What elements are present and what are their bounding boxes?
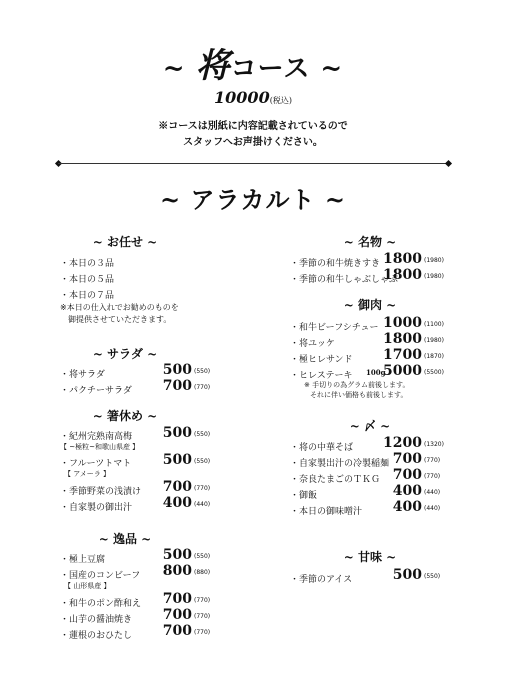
shime-item-tax: (770) [424, 473, 441, 480]
hashiyasume-item-name: ・自家製の御出汁 [60, 503, 133, 513]
section-title-ippin: ~ 逸品 ~ [98, 532, 152, 546]
oniku-item-price: 5000 [383, 363, 422, 379]
course-title [0, 38, 506, 87]
ippin-item-sub: 【 山形県産 】 [64, 582, 111, 590]
shime-item-tax: (1320) [424, 441, 444, 448]
salad-item-name: ・将サラダ [60, 370, 105, 380]
section-title-oniku: ~ 御肉 ~ [343, 298, 397, 312]
meibutsu-item-price: 1800 [383, 251, 422, 267]
shime-item-price: 400 [392, 483, 422, 499]
hashiyasume-item-name: ・紀州完熟南高梅 [60, 432, 133, 442]
section-title-kanmi: ~ 甘味 ~ [343, 550, 397, 564]
hashiyasume-item-price: 500 [162, 425, 192, 441]
omakase-note-line1: ※本日の仕入れでお勧めのものを [60, 303, 179, 312]
kanmi-item-price: 500 [392, 567, 422, 583]
oniku-item-name: ・和牛ビーフシチュー [290, 323, 379, 333]
ippin-item-tax: (550) [194, 553, 211, 560]
course-price-value: 10000 [214, 88, 270, 107]
divider-right-diamond [445, 160, 452, 167]
oniku-item-tax: (1100) [424, 321, 444, 328]
hashiyasume-item-tax: (770) [194, 485, 211, 492]
shime-item-price: 400 [392, 499, 422, 515]
omakase-item: ・本日の３品 [60, 259, 115, 269]
ippin-item-price: 700 [162, 591, 192, 607]
ippin-item-tax: (770) [194, 629, 211, 636]
shime-item-tax: (440) [424, 489, 441, 496]
oniku-item-name: ・極ヒレサンド [290, 355, 353, 365]
hashiyasume-item-price: 400 [162, 495, 192, 511]
ippin-item-tax: (770) [194, 597, 211, 604]
oniku-item-tax: (1870) [424, 353, 444, 360]
course-title-rest: コース ~ [230, 54, 344, 84]
meibutsu-item-price: 1800 [383, 267, 422, 283]
section-title-omakase: ~ お任せ ~ [92, 235, 158, 249]
salad-item-tax: (770) [194, 384, 211, 391]
oniku-item-tax: (5500) [424, 369, 444, 376]
ippin-item-name: ・蓮根のおひたし [60, 631, 133, 641]
oniku-item-tax: (1980) [424, 337, 444, 344]
meibutsu-item-tax: (1980) [424, 257, 444, 264]
meibutsu-item-name: ・季節の和牛しゃぶしゃぶ [290, 275, 399, 285]
hashiyasume-item-tax: (550) [194, 431, 211, 438]
course-title-kanji: 将 [195, 46, 231, 86]
course-note-line1: ※コースは別紙に内容記載されているので [158, 121, 348, 132]
shime-item-name: ・将の中華そば [290, 443, 354, 453]
hashiyasume-item-sub: 【 ~極粒~和歌山県産 】 [60, 443, 140, 451]
shime-item-tax: (770) [424, 457, 441, 464]
omakase-note-line2: 御提供させていただきます。 [60, 315, 172, 324]
shime-item-price: 700 [392, 467, 422, 483]
ippin-item-tax: (880) [194, 569, 211, 576]
omakase-item: ・本日の５品 [60, 275, 115, 285]
shime-item-name: ・御飯 [290, 491, 318, 501]
salad-item-name: ・パクチーサラダ [60, 386, 132, 396]
oniku-item-price: 1000 [383, 315, 422, 331]
shime-item-name: ・本日の御味噌汁 [290, 507, 363, 517]
oniku-item-price: 1700 [383, 347, 422, 363]
ippin-item-name: ・和牛のポン酢和え [60, 599, 142, 609]
hashiyasume-item-name: ・フルーツトマト [60, 459, 132, 469]
section-title-salad: ~ サラダ ~ [92, 347, 158, 361]
oniku-note-line1: ※ 手切りの為グラム前後します。 [304, 381, 410, 389]
course-note-line2: スタッフへお声掛けください。 [183, 137, 323, 148]
ippin-item-price: 700 [162, 607, 192, 623]
ippin-item-price: 800 [162, 563, 192, 579]
hashiyasume-item-tax: (550) [194, 458, 211, 465]
hashiyasume-item-price: 700 [162, 479, 192, 495]
kanmi-item-tax: (550) [424, 573, 441, 580]
ippin-item-name: ・国産のコンビーフ [60, 571, 141, 581]
oniku-item-name: ・ヒレステーキ [290, 371, 353, 381]
course-title-prefix: ~ [162, 54, 196, 84]
section-title-meibutsu: ~ 名物 ~ [343, 235, 397, 249]
oniku-item-gram: 100g [366, 368, 386, 377]
course-price [0, 88, 506, 107]
salad-item-tax: (550) [194, 368, 211, 375]
course-price-tax: (税込) [269, 96, 292, 105]
section-title-hashiyasume: ~ 箸休め ~ [92, 409, 158, 423]
salad-item-price: 700 [162, 378, 192, 394]
meibutsu-item-name: ・季節の和牛焼きすき [290, 259, 381, 269]
ippin-item-tax: (770) [194, 613, 211, 620]
ippin-item-name: ・極上豆腐 [60, 555, 106, 565]
oniku-item-name: ・将ユッケ [290, 339, 335, 349]
divider-line [58, 163, 450, 164]
ippin-item-price: 500 [162, 547, 192, 563]
salad-item-price: 500 [162, 362, 192, 378]
hashiyasume-item-sub: 【 アメーラ 】 [64, 470, 111, 478]
meibutsu-item-tax: (1980) [424, 273, 444, 280]
hashiyasume-item-price: 500 [162, 452, 192, 468]
hashiyasume-item-tax: (440) [194, 501, 211, 508]
alacarte-title: ~ アラカルト ~ [160, 185, 346, 214]
oniku-note-line2: それに伴い価格も前後します。 [310, 391, 408, 399]
kanmi-item-name: ・季節のアイス [290, 575, 353, 585]
ippin-item-name: ・山芋の醤油焼き [60, 615, 133, 625]
shime-item-price: 700 [392, 451, 422, 467]
hashiyasume-item-name: ・季節野菜の浅漬け [60, 487, 142, 497]
shime-item-name: ・奈良たまごのＴＫＧ [290, 475, 381, 485]
shime-item-name: ・自家製出汁の冷製稲麺 [290, 459, 390, 469]
shime-item-price: 1200 [383, 435, 422, 451]
ippin-item-price: 700 [162, 623, 192, 639]
shime-item-tax: (440) [424, 505, 441, 512]
oniku-item-price: 1800 [383, 331, 422, 347]
omakase-item: ・本日の７品 [60, 291, 115, 301]
section-title-shime: ~ 〆 ~ [349, 419, 391, 433]
